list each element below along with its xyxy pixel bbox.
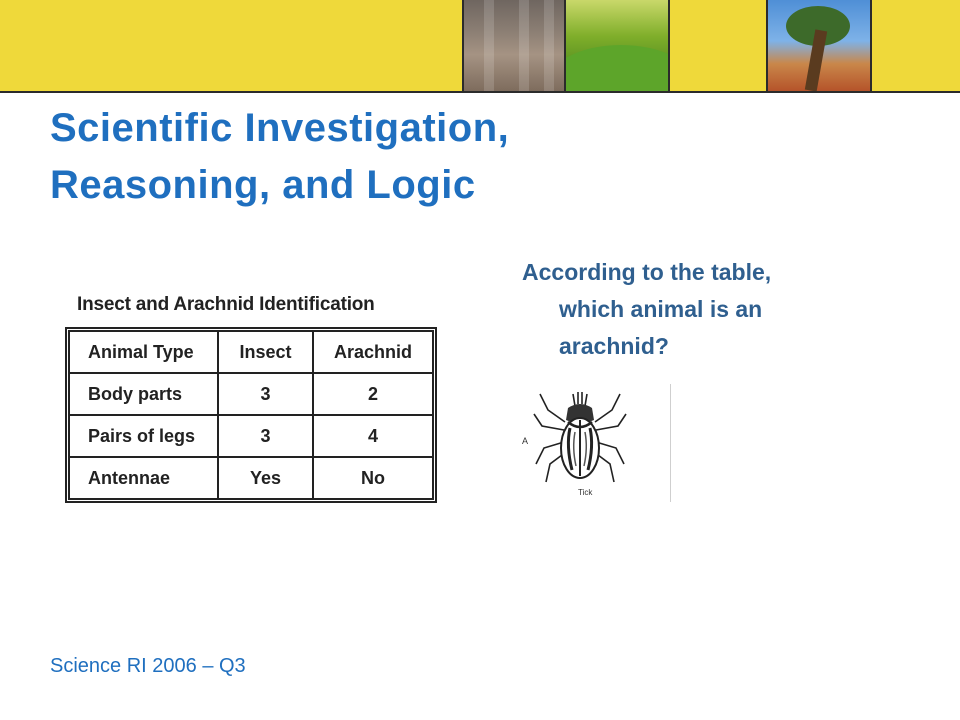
banner-separator: [668, 0, 670, 91]
banner-photo-tree: [768, 0, 870, 91]
table-row: [69, 457, 433, 499]
banner-separator: [870, 0, 872, 91]
slide-title: [50, 100, 850, 214]
table-cell: 4: [313, 415, 433, 457]
table-header-row: [69, 331, 433, 373]
table-title: Insect and Arachnid Identification: [77, 294, 375, 315]
header-rule: [0, 91, 960, 93]
question-line-1: According to the table,: [522, 259, 772, 285]
banner-separator: [766, 0, 768, 91]
banner-photo-hills: [566, 0, 668, 91]
tick-icon: [520, 384, 640, 494]
table-cell: 3: [218, 373, 313, 415]
banner-separator: [462, 0, 464, 91]
question-text: [522, 254, 922, 365]
identification-table: [68, 330, 434, 500]
table-header-cell: Insect: [218, 331, 313, 373]
slide-footer: Science RI 2006 – Q3: [50, 655, 246, 677]
table-header-cell: Animal Type: [69, 331, 218, 373]
table-cell: Antennae: [69, 457, 218, 499]
slide-title-line-1: Scientific Investigation,: [50, 106, 510, 150]
question-line-3: arachnid?: [559, 333, 669, 359]
question-line-2: which animal is an: [559, 296, 763, 322]
tick-caption: Tick: [578, 488, 593, 497]
figure-divider: [670, 384, 671, 502]
table-cell: Yes: [218, 457, 313, 499]
slide-title-line-2: Reasoning, and Logic: [50, 163, 476, 207]
table-row: [69, 415, 433, 457]
table-cell: Body parts: [69, 373, 218, 415]
option-letter: A: [522, 436, 529, 446]
tick-figure: [520, 384, 640, 504]
banner-photo-forest: [464, 0, 564, 91]
table-cell: 2: [313, 373, 433, 415]
table-cell: 3: [218, 415, 313, 457]
table-cell: Pairs of legs: [69, 415, 218, 457]
table-row: [69, 373, 433, 415]
table-cell: No: [313, 457, 433, 499]
table-header-cell: Arachnid: [313, 331, 433, 373]
